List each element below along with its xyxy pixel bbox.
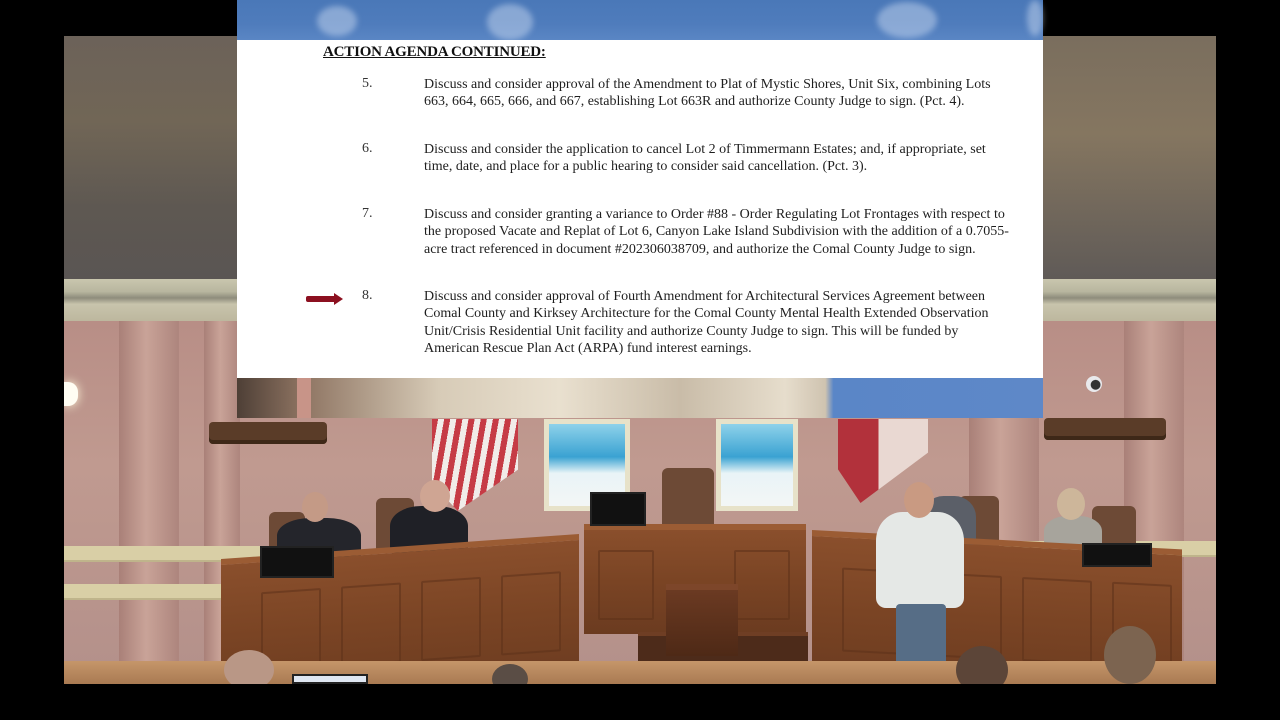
- ceiling-right: [1036, 36, 1216, 281]
- agenda-item-text: Discuss and consider approval of the Amendment to Plat of Mystic Shores, Unit Six, combining Lots 663, 664, 665, 666, and 667, establishing Lot 663R and authorize County Judge to sign. (Pct. 4).: [424, 77, 991, 110]
- monitor: [590, 492, 646, 526]
- agenda-document: [237, 40, 1043, 378]
- agenda-heading: ACTION AGENDA CONTINUED:: [323, 44, 546, 60]
- agenda-item-text: Discuss and consider granting a variance to Order #88 - Order Regulating Lot Frontages with respect to the proposed Vacate and Replat of Lot 6, Canyon Lake Island Subdivision with the addition of a 0.7055-acre tract referenced in document #202306038709, and authorize the Comal County Judge to sign.: [424, 207, 1009, 257]
- chair: [662, 468, 714, 526]
- commissioner-1-head: [302, 492, 328, 522]
- audience-head: [1104, 626, 1156, 684]
- agenda-item-number: 6.: [362, 141, 373, 156]
- letterbox-bottom: [0, 684, 1280, 720]
- pilaster-left: [119, 321, 179, 684]
- agenda-item-number: 5.: [362, 76, 373, 91]
- monitor: [260, 546, 334, 578]
- agenda-item-number: 8.: [362, 288, 373, 303]
- audience-head: [224, 650, 274, 684]
- commissioner-4-head: [1057, 488, 1085, 520]
- speaker-head: [904, 482, 934, 518]
- window-right: [716, 419, 798, 511]
- agenda-item-number: 7.: [362, 206, 373, 221]
- slide-photo-pillar: [297, 377, 311, 418]
- audience-laptop: [292, 674, 368, 684]
- slide-photo-band: [237, 377, 1043, 418]
- agenda-item-text: Discuss and consider approval of Fourth Amendment for Architectural Services Agreement between Comal County and Kirksey Architecture for the Comal County Mental Health Extended Observation Unit/Crisis Residential Unit facility and authorize County Judge to sign. This will be funded by American Rescue Plan Act (ARPA) fund interest earnings.: [424, 289, 989, 356]
- speaker-shirt: [876, 512, 964, 608]
- slide-banner: [237, 0, 1043, 40]
- commissioner-2-head: [420, 480, 450, 512]
- monitor: [1082, 543, 1152, 567]
- current-item-arrow-icon: [306, 295, 344, 302]
- lectern: [666, 584, 738, 656]
- security-camera-icon: [1086, 376, 1102, 392]
- wall-carving-left: [209, 422, 327, 444]
- chair-rail-left-lower: [64, 584, 224, 598]
- wall-carving-right: [1044, 418, 1166, 440]
- agenda-item-text: Discuss and consider the application to cancel Lot 2 of Timmermann Estates; and, if appropriate, set time, date, and place for a public hearing to consider said cancellation. (Pct. 3).: [424, 142, 986, 175]
